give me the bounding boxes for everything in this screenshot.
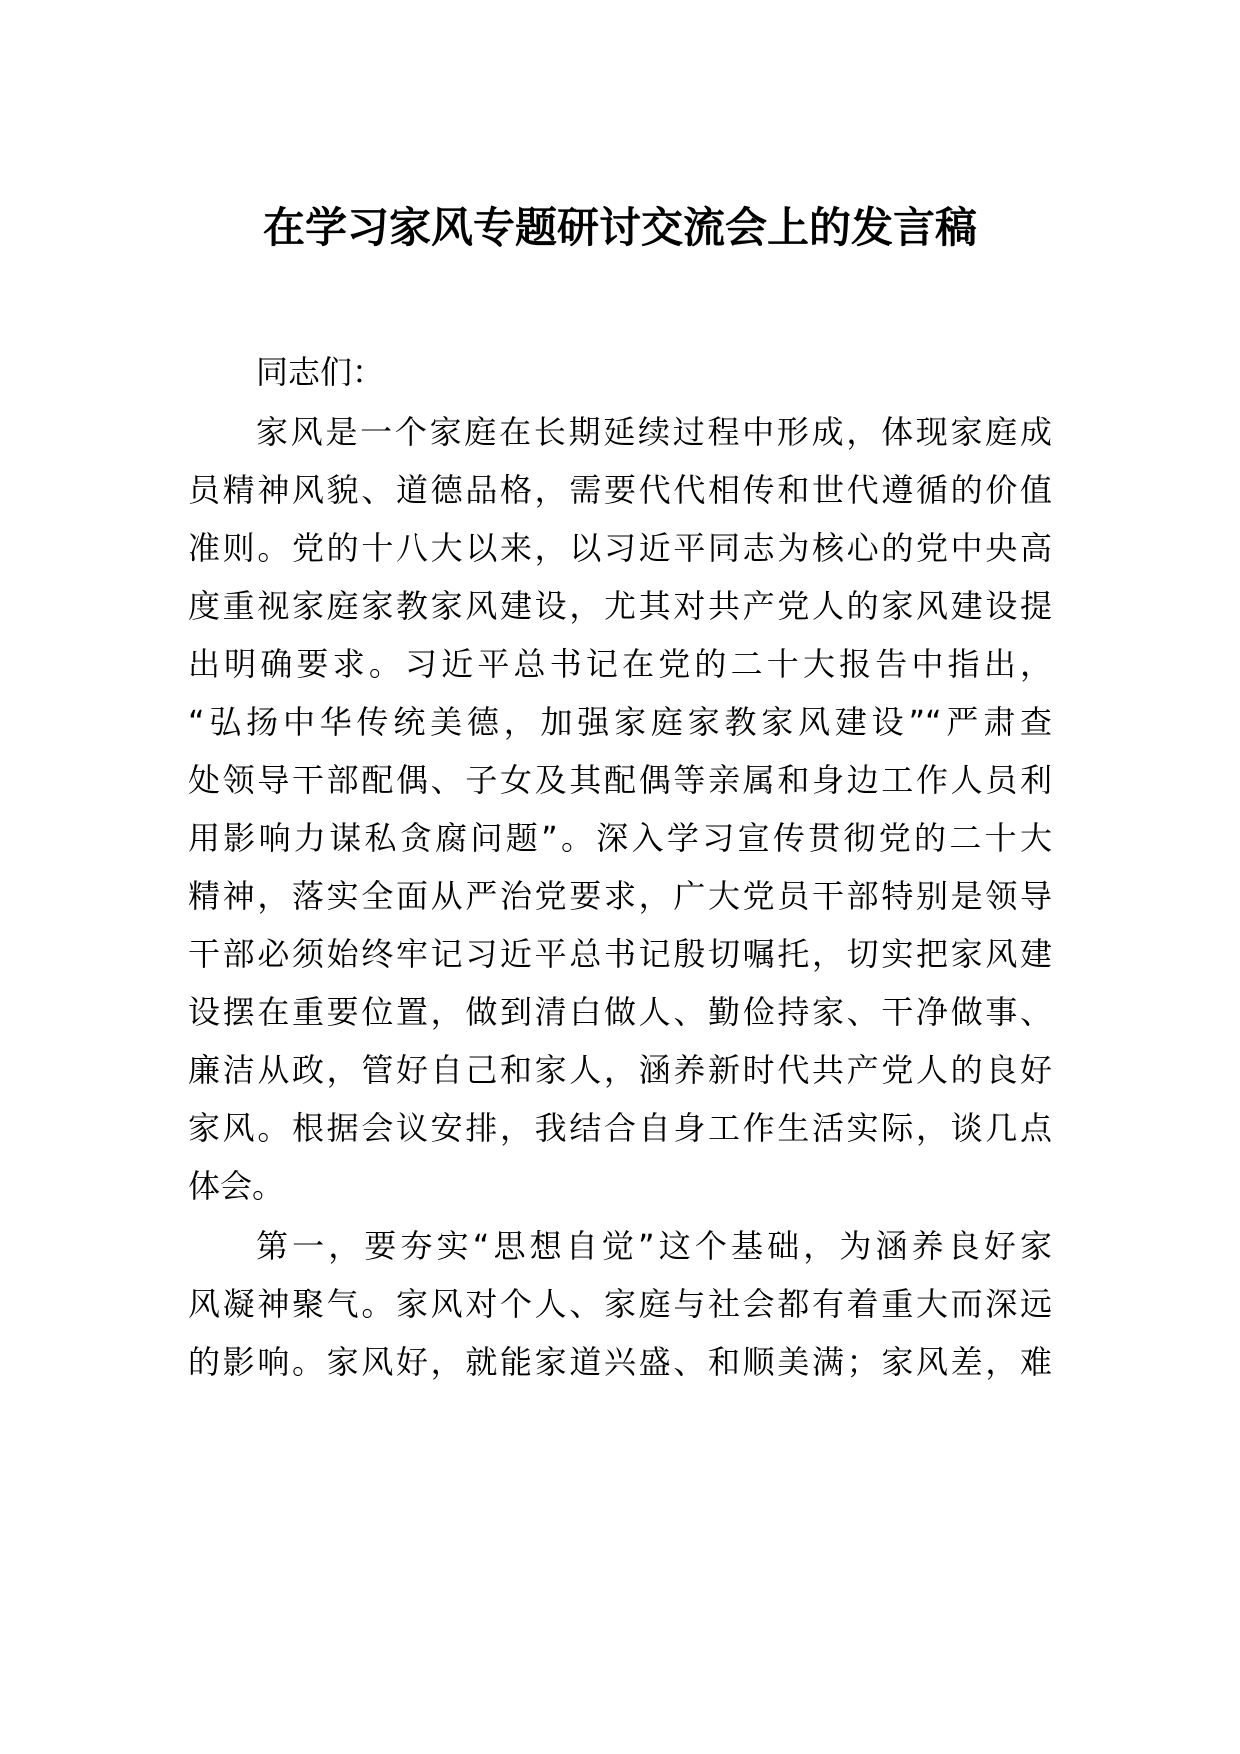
paragraph-line: 家风是一个家庭在长期延续过程中形成，体现家庭成 xyxy=(256,413,1052,451)
paragraph-line: 廉洁从政，管好自己和家人，涵养新时代共产党人的良好 xyxy=(188,1051,1052,1089)
paragraph-line: 精神，落实全面从严治党要求，广大党员干部特别是领导 xyxy=(188,877,1052,915)
paragraph-line: 的影响。家风好，就能家道兴盛、和顺美满；家风差，难 xyxy=(188,1343,1052,1381)
paragraph-line: 出明确要求。习近平总书记在党的二十大报告中指出， xyxy=(188,645,1052,683)
paragraph-line: 风凝神聚气。家风对个人、家庭与社会都有着重大而深远 xyxy=(188,1285,1052,1323)
paragraph-line: 用影响力谋私贪腐问题”。深入学习宣传贯彻党的二十大 xyxy=(188,819,1052,857)
paragraph-line: 准则。党的十八大以来，以习近平同志为核心的党中央高 xyxy=(188,529,1052,567)
paragraph-line: 处领导干部配偶、子女及其配偶等亲属和身边工作人员利 xyxy=(188,761,1052,799)
paragraph-line: 体会。 xyxy=(188,1167,285,1205)
paragraph-line: 度重视家庭家教家风建设，尤其对共产党人的家风建设提 xyxy=(188,587,1052,625)
paragraph-line: 家风。根据会议安排，我结合自身工作生活实际，谈几点 xyxy=(188,1109,1052,1147)
paragraph-line: 干部必须始终牢记习近平总书记殷切嘱托，切实把家风建 xyxy=(188,935,1052,973)
paragraph-line: 员精神风貌、道德品格，需要代代相传和世代遵循的价值 xyxy=(188,471,1052,509)
salutation: 同志们： xyxy=(256,353,385,391)
paragraph-line: 第一，要夯实“思想自觉”这个基础，为涵养良好家 xyxy=(256,1227,1052,1265)
paragraph-line: 设摆在重要位置，做到清白做人、勤俭持家、干净做事、 xyxy=(188,993,1052,1031)
paragraph-line: “弘扬中华传统美德，加强家庭家教家风建设”“严肃查 xyxy=(188,703,1052,741)
document-title: 在学习家风专题研讨交流会上的发言稿 xyxy=(262,203,977,252)
